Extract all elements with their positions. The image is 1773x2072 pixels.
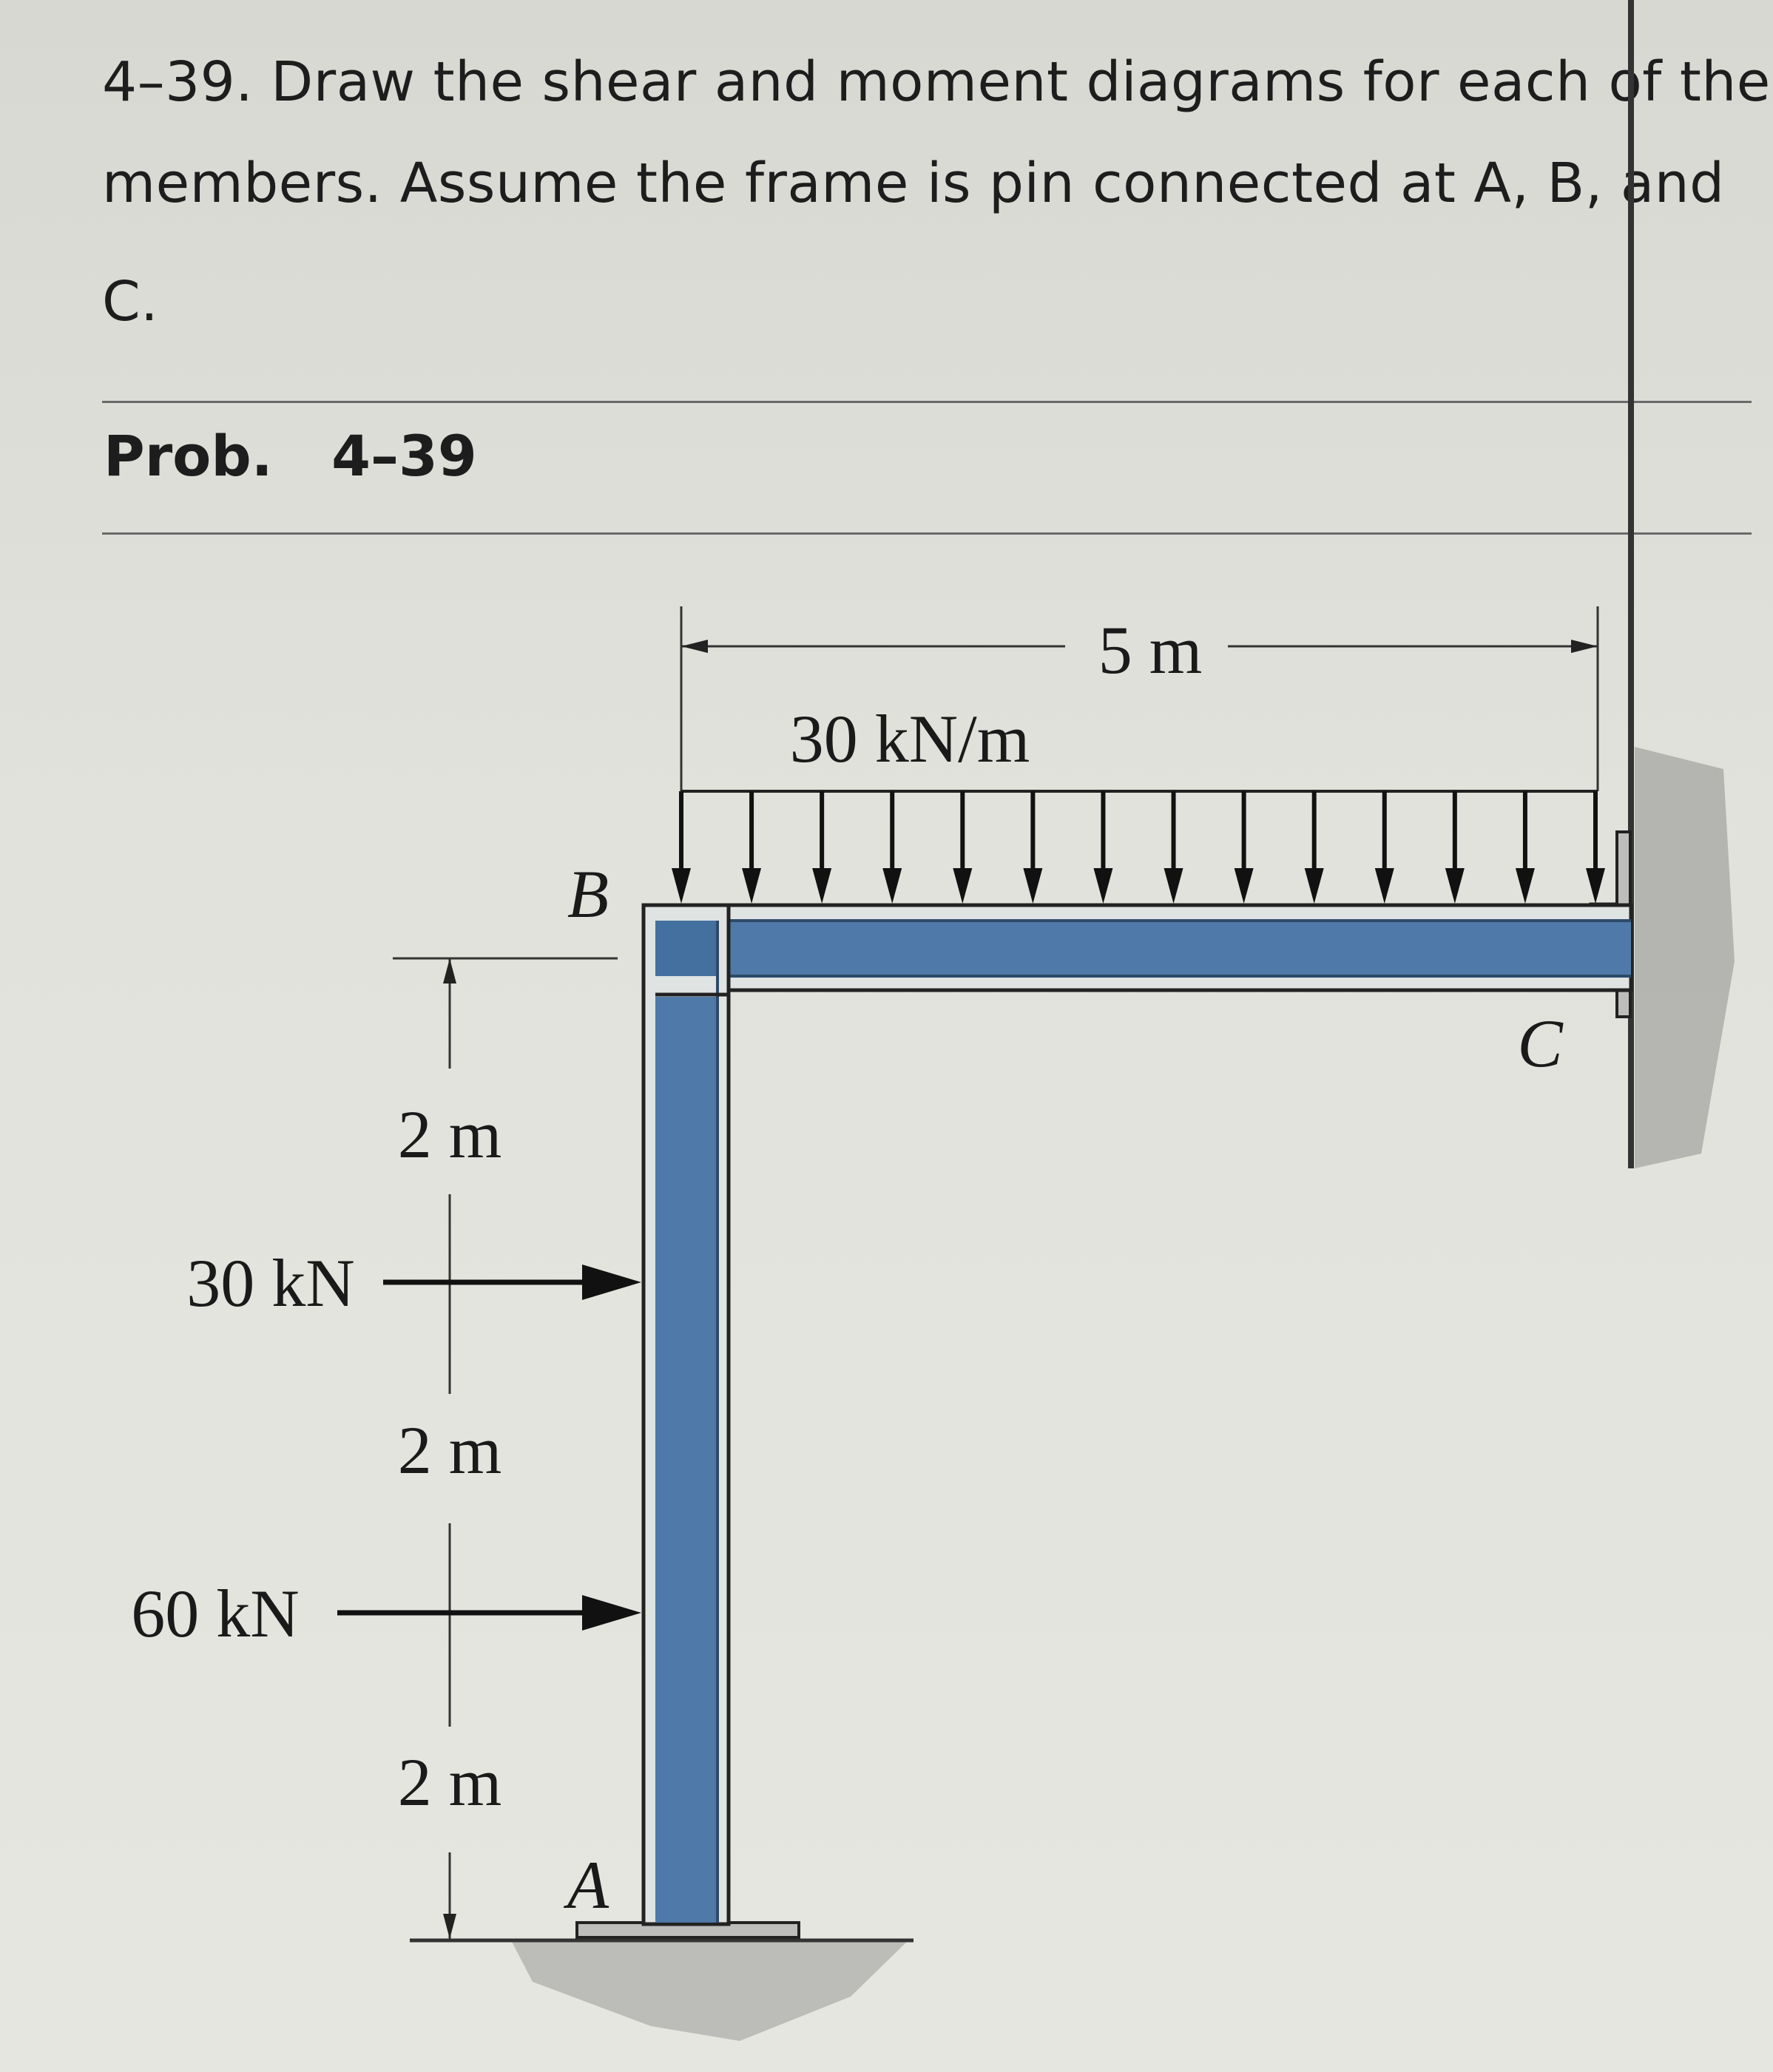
load-arrow-icon (953, 791, 972, 904)
height-dimensions (393, 958, 618, 1939)
load-arrow-icon (1586, 791, 1605, 904)
problem-text-line-2: members. Assume the frame is pin connected at A, B, and (102, 152, 1725, 215)
load-arrow-icon (812, 791, 831, 904)
load-arrow-icon (1023, 791, 1042, 904)
force-30kn (186, 1245, 641, 1321)
dimension-label-2: 2 m (397, 1412, 502, 1488)
load-arrow-icon (672, 791, 691, 904)
load-arrow-icon (1164, 791, 1183, 904)
joint-b-label: B (567, 856, 609, 932)
column-ab (644, 905, 729, 1924)
load-arrow-icon (1375, 791, 1394, 904)
wall-support-c (1590, 0, 1735, 1168)
force-top-label: 30 kN (186, 1245, 355, 1321)
load-arrow-icon (882, 791, 902, 904)
load-arrow-icon (1445, 791, 1465, 904)
prob-number: 4–39 (331, 423, 477, 489)
beam-bc (644, 905, 1631, 990)
load-arrow-icon (1093, 791, 1112, 904)
load-arrow-icon (1516, 791, 1535, 904)
load-arrow-icon (1305, 791, 1324, 904)
load-arrow-icon (1235, 791, 1254, 904)
joint-c-label: C (1517, 1006, 1563, 1081)
problem-text-line-3: C. (102, 270, 159, 334)
arrow-right-icon (582, 1264, 641, 1300)
force-60kn (131, 1576, 641, 1651)
dimension-label-3: 2 m (397, 1744, 502, 1820)
arrow-right-icon (582, 1595, 641, 1631)
dimension-label-1: 2 m (397, 1097, 502, 1172)
joint-a-label: A (567, 1847, 609, 1923)
load-arrow-icon (742, 791, 761, 904)
problem-text-line-1: 4–39. Draw the shear and moment diagrams for each of the (102, 50, 1771, 114)
distributed-load (672, 791, 1605, 904)
prob-word: Prob. (104, 423, 273, 489)
span-label: 5 m (1098, 612, 1203, 688)
force-bottom-label: 60 kN (131, 1576, 300, 1651)
distributed-load-label: 30 kN/m (789, 701, 1030, 776)
